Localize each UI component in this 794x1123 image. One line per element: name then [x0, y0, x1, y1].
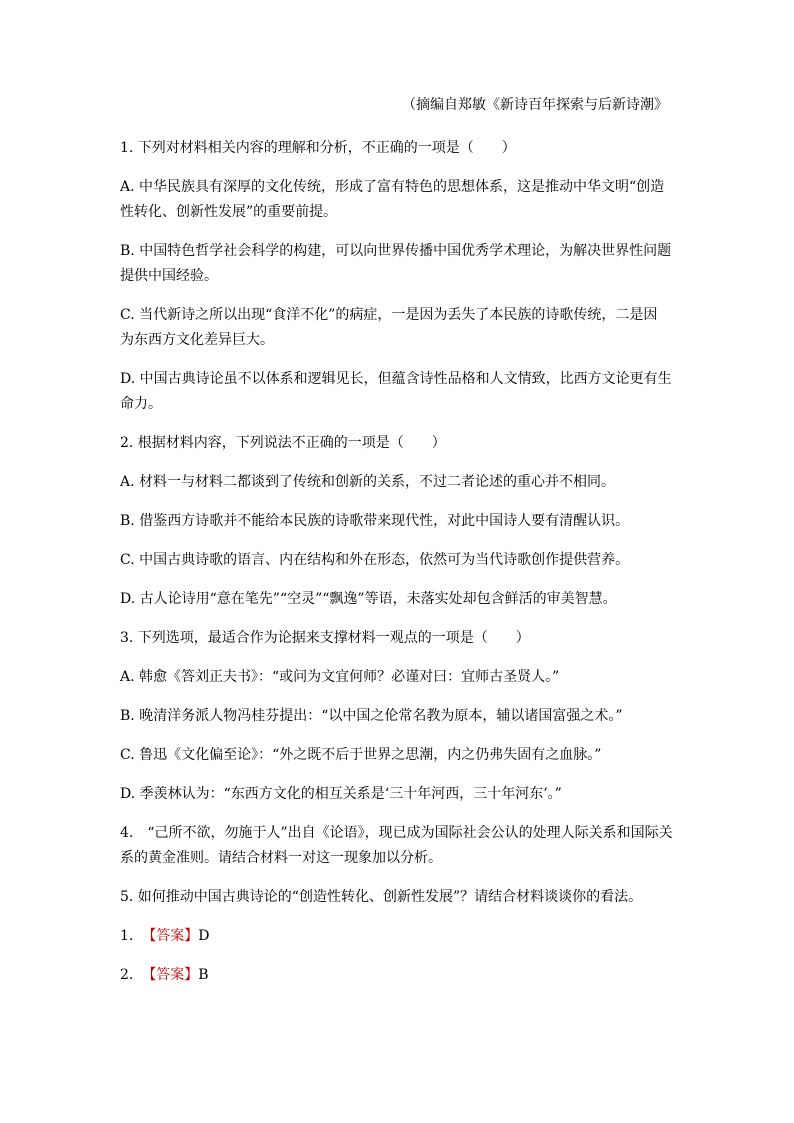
option-c: [120, 303, 675, 353]
answer-number: 1.: [120, 928, 134, 944]
answer-value: D: [198, 928, 210, 944]
answer-number: 2.: [120, 967, 134, 983]
option-d: D. 古人论诗用“意在笔先”“空灵”“飘逸”等语，未落实处却包含鲜活的审美智慧。: [120, 591, 617, 607]
option-line: C. 当代新诗之所以出现“食洋不化”的病症，一是因为丢失了本民族的诗歌传统，二是因: [120, 307, 658, 323]
question-3: [120, 626, 675, 807]
option-b: [120, 239, 675, 289]
question-stem: 1. 下列对材料相关内容的理解和分析，不正确的一项是（ ）: [120, 140, 516, 156]
option-c: C. 中国古典诗歌的语言、内在结构和外在形态，依然可为当代诗歌创作提供营养。: [120, 552, 630, 568]
question-content: [120, 136, 675, 1002]
option-line: B. 中国特色哲学社会科学的构建，可以向世界传播中国优秀学术理论，为解决世界性问题: [120, 243, 672, 259]
option-d: D. 季羡林认为：“东西方文化的相互关系是‘三十年河西，三十年河东’。”: [120, 786, 562, 802]
answer-tag: 【答案】: [142, 967, 199, 983]
question-1: [120, 136, 675, 417]
option-line: A. 中华民族具有深厚的文化传统，形成了富有特色的思想体系，这是推动中华文明“创造: [120, 179, 665, 195]
option-c: C. 鲁迅《文化偏至论》：“外之既不后于世界之思潮，内之仍弗失固有之血脉。”: [120, 747, 602, 763]
question-5: [120, 885, 675, 910]
question-stem: 2. 根据材料内容，下列说法不正确的一项是（ ）: [120, 435, 446, 451]
answer-1: [120, 924, 675, 949]
question-stem: 5. 如何推动中国古典诗论的“创造性转化、创新性发展”？请结合材料谈谈你的看法。: [120, 889, 643, 905]
option-a: A. 材料一与材料二都谈到了传统和创新的关系，不过二者论述的重心并不相同。: [120, 474, 616, 490]
answer-value: B: [198, 967, 209, 983]
option-a: A. 韩愈《答刘正夫书》：“或问为文宜何师？必谨对曰：宜师古圣贤人。”: [120, 669, 560, 685]
option-d: [120, 367, 675, 417]
question-stem: 4. “己所不欲，勿施于人”出自《论语》，现已成为国际社会公认的处理人际关系和国际关: [120, 825, 673, 841]
question-2: [120, 431, 675, 612]
option-b: B. 晚清洋务派人物冯桂芬提出：“以中国之伦常名教为原本，辅以诸国富强之术。”: [120, 708, 623, 724]
option-line: 为东西方文化差异巨大。: [120, 332, 274, 348]
option-a: [120, 175, 675, 225]
question-4: [120, 821, 675, 871]
source-citation: （摘编自郑敏《新诗百年探索与后新诗潮》: [402, 97, 668, 113]
option-line: 命力。: [120, 396, 162, 412]
answer-line: [120, 963, 675, 988]
answer-2: [120, 963, 675, 988]
question-stem: 系的黄金准则。请结合材料一对这一现象加以分析。: [120, 850, 442, 866]
question-stem: 3. 下列选项，最适合作为论据来支撑材料一观点的一项是（ ）: [120, 630, 530, 646]
option-b: B. 借鉴西方诗歌并不能给本民族的诗歌带来现代性，对此中国诗人要有清醒认识。: [120, 513, 630, 529]
option-line: D. 中国古典诗论虽不以体系和逻辑见长，但蕴含诗性品格和人文情致，比西方文论更有生: [120, 371, 672, 387]
option-line: 性转化、创新性发展”的重要前提。: [120, 204, 338, 220]
option-line: 提供中国经验。: [120, 268, 218, 284]
answer-line: [120, 924, 675, 949]
answer-tag: 【答案】: [142, 928, 199, 944]
